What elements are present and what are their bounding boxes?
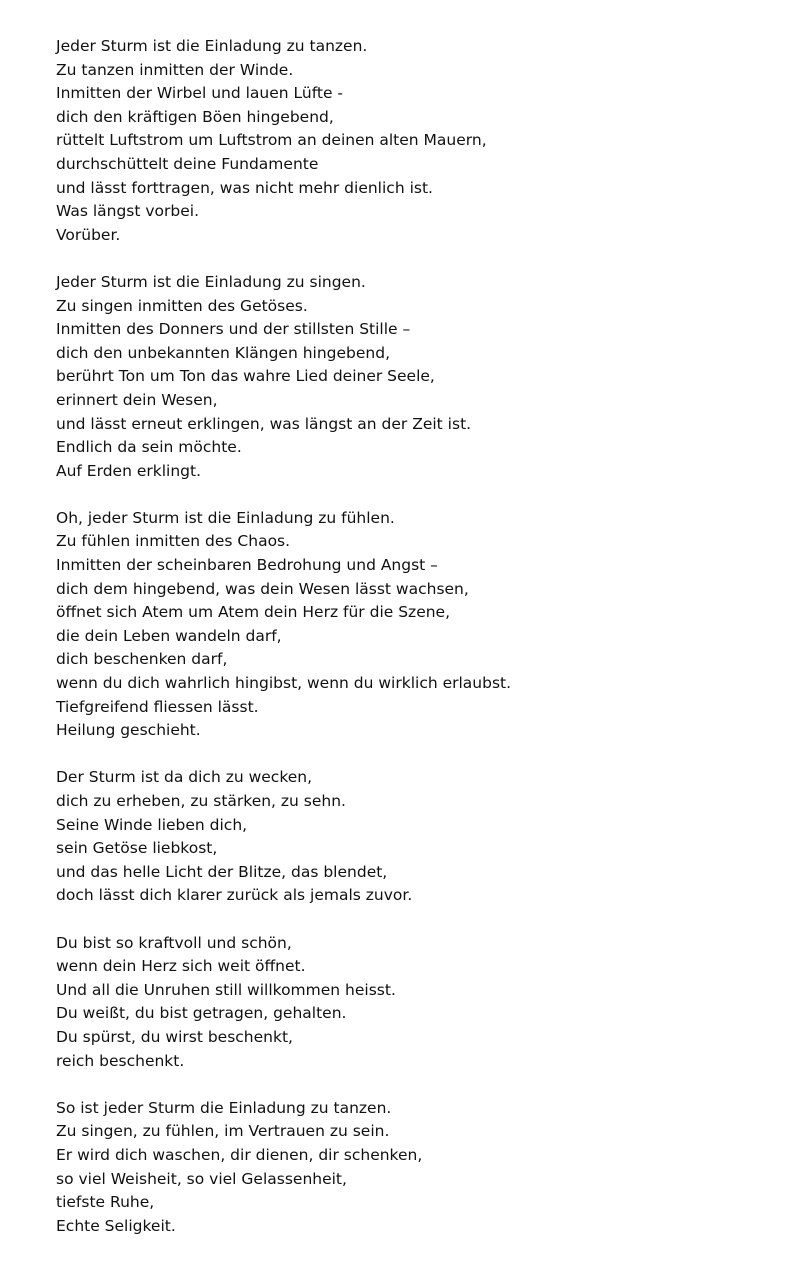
poem-line: die dein Leben wandeln darf,	[56, 626, 282, 645]
stanza-3	[56, 507, 776, 743]
poem-line: reich beschenkt.	[56, 1051, 185, 1070]
poem-line: Zu singen, zu fühlen, im Vertrauen zu sein.	[56, 1122, 390, 1141]
poem-line: öffnet sich Atem um Atem dein Herz für die Szene,	[56, 603, 451, 622]
poem-line: So ist jeder Sturm die Einladung zu tanzen.	[56, 1098, 392, 1117]
poem-line: rüttelt Luftstrom um Luftstrom an deinen alten Mauern,	[56, 131, 487, 150]
stanza-2	[56, 271, 776, 483]
poem-line: Zu fühlen inmitten des Chaos.	[56, 532, 291, 551]
poem-line: doch lässt dich klarer zurück als jemals zuvor.	[56, 886, 413, 905]
poem-line: Endlich da sein möchte.	[56, 438, 242, 457]
poem-line: wenn du dich wahrlich hingibst, wenn du wirklich erlaubst.	[56, 674, 512, 693]
poem-line: Du bist so kraftvoll und schön,	[56, 933, 292, 952]
poem-line: Heilung geschieht.	[56, 721, 201, 740]
poem-line: dich zu erheben, zu stärken, zu sehn.	[56, 792, 346, 810]
poem-line: so viel Weisheit, so viel Gelassenheit,	[56, 1169, 347, 1188]
poem-line: Oh, jeder Sturm ist die Einladung zu fühlen.	[56, 508, 395, 527]
poem-line: erinnert dein Wesen,	[56, 390, 218, 409]
poem-line: Er wird dich waschen, dir dienen, dir schenken,	[56, 1145, 423, 1164]
poem-line: berührt Ton um Ton das wahre Lied deiner Seele,	[56, 367, 435, 386]
poem-line: Zu tanzen inmitten der Winde.	[56, 60, 294, 79]
poem-line: Und all die Unruhen still willkommen heisst.	[56, 980, 396, 999]
poem-line: Der Sturm ist da dich zu wecken,	[56, 768, 313, 787]
poem-line: Was längst vorbei.	[56, 202, 200, 221]
poem-line: Inmitten der Wirbel und lauen Lüfte -	[56, 84, 344, 103]
poem-line: Echte Seligkeit.	[56, 1216, 176, 1235]
poem-line: Auf Erden erklingt.	[56, 461, 201, 480]
poem-line: Zu singen inmitten des Getöses.	[56, 296, 308, 315]
poem-line: Jeder Sturm ist die Einladung zu singen.	[56, 272, 366, 291]
poem-line: Vorüber.	[56, 225, 121, 244]
poem-line: Du weißt, du bist getragen, gehalten.	[56, 1004, 347, 1023]
poem-line: Jeder Sturm ist die Einladung zu tanzen.	[56, 37, 368, 55]
poem-line: wenn dein Herz sich weit öffnet.	[56, 957, 306, 976]
poem-line: dich den unbekannten Klängen hingebend,	[56, 343, 390, 362]
poem-line: Seine Winde lieben dich,	[56, 815, 248, 834]
poem-line: Inmitten der scheinbaren Bedrohung und Angst –	[56, 556, 438, 575]
poem-line: Tiefgreifend fliessen lässt.	[56, 697, 259, 716]
stanza-5	[56, 932, 776, 1074]
poem-line: Inmitten des Donners und der stillsten Stille –	[56, 320, 411, 339]
poem-line: dich dem hingebend, was dein Wesen lässt wachsen,	[56, 579, 469, 598]
poem	[56, 35, 776, 1238]
poem-line: und lässt forttragen, was nicht mehr dienlich ist.	[56, 178, 433, 197]
poem-line: sein Getöse liebkost,	[56, 839, 218, 858]
stanza-6	[56, 1097, 776, 1239]
poem-line: dich den kräftigen Böen hingebend,	[56, 107, 334, 126]
poem-line: Du spürst, du wirst beschenkt,	[56, 1027, 293, 1046]
poem-line: und lässt erneut erklingen, was längst an der Zeit ist.	[56, 414, 472, 433]
poem-line: tiefste Ruhe,	[56, 1193, 155, 1212]
stanza-4	[56, 766, 776, 908]
poem-line: durchschüttelt deine Fundamente	[56, 154, 319, 173]
poem-line: dich beschenken darf,	[56, 650, 228, 669]
poem-line: und das helle Licht der Blitze, das blendet,	[56, 862, 388, 881]
stanza-1	[56, 35, 776, 247]
